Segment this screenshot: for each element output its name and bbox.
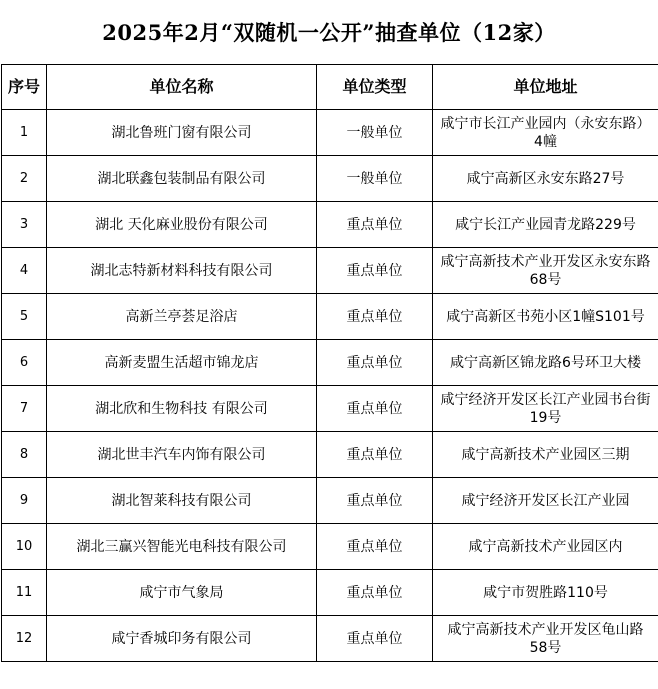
header-type: 单位类型 xyxy=(317,65,433,110)
row-type: 一般单位 xyxy=(317,156,433,202)
row-no: 12 xyxy=(2,616,47,662)
row-type: 重点单位 xyxy=(317,524,433,570)
row-no: 3 xyxy=(2,202,47,248)
row-name: 湖北欣和生物科技 有限公司 xyxy=(47,386,317,432)
row-type: 重点单位 xyxy=(317,570,433,616)
row-name: 高新兰亭荟足浴店 xyxy=(47,294,317,340)
row-name: 湖北联鑫包装制品有限公司 xyxy=(47,156,317,202)
row-address: 咸宁市贺胜路110号 xyxy=(433,570,658,616)
row-type: 重点单位 xyxy=(317,202,433,248)
row-address: 咸宁经济开发区长江产业园书台街19号 xyxy=(433,386,658,432)
header-address: 单位地址 xyxy=(433,65,658,110)
document-title: 2025年2月“双随机一公开”抽查单位（12家） xyxy=(102,20,556,45)
row-type: 重点单位 xyxy=(317,616,433,662)
row-address: 咸宁市长江产业园内（永安东路）4幢 xyxy=(433,110,658,156)
row-name: 咸宁市气象局 xyxy=(47,570,317,616)
row-type: 重点单位 xyxy=(317,386,433,432)
header-no: 序号 xyxy=(2,65,47,110)
row-address: 咸宁高新区书苑小区1幢S101号 xyxy=(433,294,658,340)
row-no: 9 xyxy=(2,478,47,524)
row-type: 重点单位 xyxy=(317,294,433,340)
row-address: 咸宁高新区锦龙路6号环卫大楼 xyxy=(433,340,658,386)
row-address: 咸宁高新区永安东路27号 xyxy=(433,156,658,202)
row-address: 咸宁高新技术产业园区内 xyxy=(433,524,658,570)
row-address: 咸宁高新技术产业开发区龟山路58号 xyxy=(433,616,658,662)
row-no: 8 xyxy=(2,432,47,478)
header-name: 单位名称 xyxy=(47,65,317,110)
row-address: 咸宁长江产业园青龙路229号 xyxy=(433,202,658,248)
table-row xyxy=(2,340,658,386)
row-name: 湖北世丰汽车内饰有限公司 xyxy=(47,432,317,478)
row-no: 6 xyxy=(2,340,47,386)
row-address: 咸宁高新技术产业园区三期 xyxy=(433,432,658,478)
row-type: 重点单位 xyxy=(317,340,433,386)
row-type: 重点单位 xyxy=(317,432,433,478)
row-name: 湖北三赢兴智能光电科技有限公司 xyxy=(47,524,317,570)
table-row xyxy=(2,248,658,294)
row-type: 一般单位 xyxy=(317,110,433,156)
table-row xyxy=(2,570,658,616)
row-no: 2 xyxy=(2,156,47,202)
table-row xyxy=(2,524,658,570)
table-row xyxy=(2,110,658,156)
row-type: 重点单位 xyxy=(317,248,433,294)
table-row xyxy=(2,202,658,248)
table-row xyxy=(2,432,658,478)
table-row xyxy=(2,294,658,340)
row-name: 咸宁香城印务有限公司 xyxy=(47,616,317,662)
row-no: 11 xyxy=(2,570,47,616)
row-no: 4 xyxy=(2,248,47,294)
row-no: 1 xyxy=(2,110,47,156)
table-header-row xyxy=(2,65,658,110)
row-address: 咸宁经济开发区长江产业园 xyxy=(433,478,658,524)
row-name: 湖北鲁班门窗有限公司 xyxy=(47,110,317,156)
table-row xyxy=(2,156,658,202)
row-name: 高新麦盟生活超市锦龙店 xyxy=(47,340,317,386)
row-no: 7 xyxy=(2,386,47,432)
row-address: 咸宁高新技术产业开发区永安东路68号 xyxy=(433,248,658,294)
row-type: 重点单位 xyxy=(317,478,433,524)
table-row xyxy=(2,478,658,524)
inspection-table xyxy=(1,64,658,662)
row-no: 5 xyxy=(2,294,47,340)
table-row xyxy=(2,386,658,432)
row-name: 湖北 天化麻业股份有限公司 xyxy=(47,202,317,248)
row-name: 湖北智莱科技有限公司 xyxy=(47,478,317,524)
table-row xyxy=(2,616,658,662)
row-name: 湖北志特新材料科技有限公司 xyxy=(47,248,317,294)
row-no: 10 xyxy=(2,524,47,570)
